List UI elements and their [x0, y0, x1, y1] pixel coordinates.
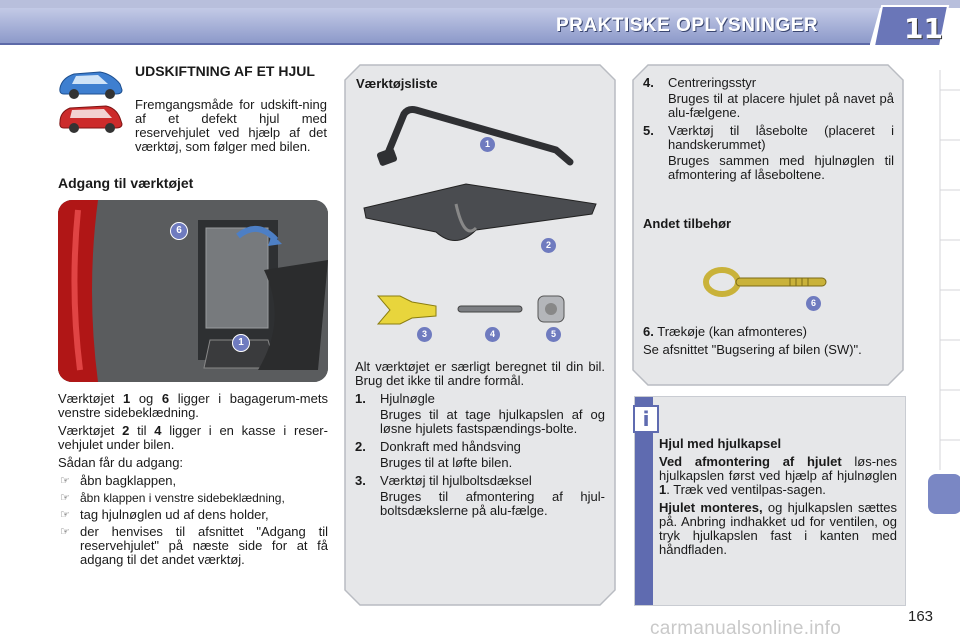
info-box — [634, 396, 906, 606]
bullet-pointer-icon: ☞ — [60, 509, 70, 521]
towing-reference: Se afsnittet "Bugsering af bilen (SW)". — [643, 342, 862, 357]
tool-list-body — [355, 360, 605, 522]
info-body — [659, 437, 897, 561]
access-steps — [58, 474, 328, 567]
tool-list-heading: Værktøjsliste — [356, 76, 438, 91]
page-header — [0, 0, 960, 48]
tool-list-intro: Alt værktøjet er særligt beregnet til din bil. Brug det ikke til andre formål. — [355, 359, 605, 388]
trunk-photo — [58, 200, 328, 382]
bullet-pointer-icon: ☞ — [60, 492, 70, 504]
item-description: Bruges til afmontering af hjul-boltsdækslerne på alu-fælge. — [380, 489, 605, 518]
list-item: 1. Hjulnøgle — [355, 391, 435, 406]
item-description: Bruges sammen med hjulnøglen til afmontering af låseboltene. — [668, 153, 894, 182]
jack-icon — [364, 184, 596, 241]
hubcap-tool-icon — [378, 296, 436, 324]
callout-6: 6 — [806, 296, 821, 311]
list-item: 2. Donkraft med håndsving — [355, 439, 521, 454]
trunk-photo-illustration — [58, 200, 328, 382]
photo-callout-6: 6 — [170, 222, 188, 240]
callout-5: 5 — [546, 327, 561, 342]
list-item: 3. Værktøj til hjulboltsdæksel — [355, 473, 532, 488]
callout-4: 4 — [485, 327, 500, 342]
photo-callout-1: 1 — [232, 334, 250, 352]
car-icons — [56, 66, 128, 134]
section-title-wheel-change: UDSKIFTNING AF ET HJUL — [135, 63, 315, 79]
chapter-number: 11 — [904, 12, 943, 45]
tools-illustration — [356, 100, 606, 350]
page-title: PRAKTISKE OPLYSNINGER — [556, 15, 819, 36]
list-item: ☞ der henvises til afsnittet "Adgang til reservehjulet" på næste side for at få adgang til det andet værktøj. — [60, 524, 328, 567]
page-number: 163 — [908, 608, 934, 625]
towing-eye-text — [643, 325, 898, 361]
item-description: Bruges til at placere hjulet på navet på alu-fælgene. — [668, 91, 894, 120]
callout-3: 3 — [417, 327, 432, 342]
item-description: Bruges til at tage hjulkapslen af og løsne hjulets fastspændings-bolte. — [380, 407, 605, 436]
list-item: ☞ åbn bagklappen, — [60, 473, 177, 488]
intro-text: Fremgangsmåde for udskift-ning af et defekt hjul med reservehjulet ved hjælp af det værktøj, som følger med bilen. — [135, 97, 327, 154]
info-heading: Hjul med hjulkapsel — [659, 436, 782, 451]
list-item: 4. Centreringsstyr — [643, 75, 757, 90]
bullet-pointer-icon: ☞ — [60, 475, 70, 487]
access-heading: Adgang til værktøjet — [58, 175, 194, 191]
tool-location-2: Værktøjet 2 til 4 ligger i en kasse i reser-vehjulet under bilen. — [58, 423, 328, 452]
callout-1: 1 — [480, 137, 495, 152]
list-item: ☞ åbn klappen i venstre sidebeklædning, — [60, 491, 285, 505]
car-estate-icon — [60, 106, 122, 133]
bullet-pointer-icon: ☞ — [60, 526, 70, 538]
callout-2: 2 — [541, 238, 556, 253]
tool-location-1: Værktøjet 1 og 6 ligger i bagagerum-mets venstre sidebeklædning. — [58, 391, 328, 420]
wheel-wrench-icon — [376, 110, 570, 167]
list-item: ☞ tag hjulnøglen ud af dens holder, — [60, 507, 269, 522]
item-description: Bruges til at løfte bilen. — [380, 455, 513, 470]
watermark: carmanualsonline.info — [650, 618, 842, 639]
access-body — [58, 392, 328, 570]
car-hatchback-icon — [60, 72, 122, 99]
info-icon: i — [633, 405, 659, 433]
active-chapter-tab — [928, 474, 960, 514]
list-item: 5. Værktøj til låsebolte (placeret i handskerummet) — [643, 123, 894, 152]
other-accessories-heading: Andet tilbehør — [643, 216, 732, 231]
chapter-tabs — [926, 70, 960, 600]
access-steps-intro: Sådan får du adgang: — [58, 455, 184, 470]
centering-guide-icon — [458, 306, 522, 312]
item-6: 6. Trækøje (kan afmonteres) — [643, 324, 808, 339]
accessories-body — [643, 76, 894, 186]
info-para-2: Hjulet monteres, og hjulkapslen sættes på. Anbring indhakket ud for ventilen, og tryk hjulkapslen fast i kanten med håndfladen. — [659, 500, 898, 557]
info-para-1: Ved afmontering af hjulet løs-nes hjulkapslen først ved hjælp af hjulnøglen 1. Træk ved ventilpas-sagen. — [659, 454, 898, 497]
lock-bolt-tool-icon — [538, 296, 564, 322]
